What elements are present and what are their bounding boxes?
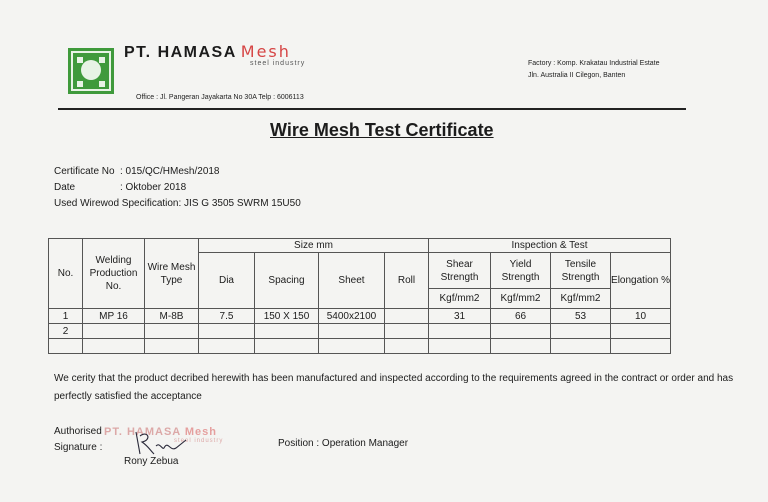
table-row — [49, 324, 671, 339]
cell-roll — [385, 324, 429, 339]
company-mesh-text: Mesh — [240, 42, 291, 61]
factory-line-2: Jln. Australia II Cilegon, Banten — [528, 72, 626, 79]
header-spacing: Spacing — [255, 253, 319, 309]
factory-address — [528, 58, 660, 82]
cell-shear — [429, 324, 491, 339]
cell-shear: 31 — [429, 309, 491, 324]
certificate-number-row — [54, 166, 220, 177]
unit-shear: Kgf/mm2 — [429, 289, 491, 309]
certificate-number-value: : 015/QC/HMesh/2018 — [120, 166, 220, 177]
page-title: Wire Mesh Test Certificate — [270, 120, 494, 140]
header-shear: Shear Strength — [429, 253, 491, 289]
office-address: Office : Jl. Pangeran Jayakarta No 30A Telp : 6006113 — [136, 94, 304, 101]
cell-elongation: 10 — [611, 309, 671, 324]
cell-tensile — [551, 324, 611, 339]
date-value: : Oktober 2018 — [120, 182, 187, 193]
cell-sheet: 5400x2100 — [319, 309, 385, 324]
cell-yield — [491, 324, 551, 339]
cell-tensile: 53 — [551, 309, 611, 324]
signature-label-line-1: Authorised — [54, 426, 102, 437]
factory-line-1: Factory : Komp. Krakatau Industrial Estate — [528, 60, 660, 67]
company-name-text: PT. HAMASA — [124, 44, 237, 61]
cell-no: 2 — [49, 324, 83, 339]
header-divider — [58, 108, 686, 110]
cell-wire: M-8B — [145, 309, 199, 324]
header-dia: Dia — [199, 253, 255, 309]
header-yield: Yield Strength — [491, 253, 551, 289]
company-subtitle: steel industry — [250, 60, 306, 67]
header-wire-type: Wire Mesh Type — [145, 239, 199, 309]
cell-roll — [385, 309, 429, 324]
signer-position: Position : Operation Manager — [278, 438, 409, 449]
cell-wire — [145, 339, 199, 354]
cell-roll — [385, 339, 429, 354]
signature-label-line-2: Signature : — [54, 442, 103, 453]
header-roll: Roll — [385, 253, 429, 309]
header-elongation: Elongation % — [611, 253, 671, 309]
certificate-number-label: Certificate No — [54, 166, 115, 177]
cell-dia — [199, 339, 255, 354]
cell-welding: MP 16 — [83, 309, 145, 324]
cell-sheet — [319, 339, 385, 354]
header-inspection: Inspection & Test — [429, 239, 671, 253]
cell-yield — [491, 339, 551, 354]
cell-shear — [429, 339, 491, 354]
unit-yield: Kgf/mm2 — [491, 289, 551, 309]
header-sheet: Sheet — [319, 253, 385, 309]
company-name — [124, 42, 291, 62]
header-no: No. — [49, 239, 83, 309]
cell-no — [49, 339, 83, 354]
certification-statement: We cerity that the product decribed herewith has been manufactured and inspected according to the requirements agreed in the contract or order and has perfectly satisfied the acceptance — [54, 373, 734, 402]
cell-welding — [83, 339, 145, 354]
date-row — [54, 182, 186, 193]
signer-name: Rony Zebua — [124, 456, 179, 467]
signature-label — [54, 424, 102, 456]
table-row — [49, 309, 671, 324]
specification: Used Wirewod Specification: JIS G 3505 SWRM 15U50 — [54, 198, 301, 209]
cell-spacing: 150 X 150 — [255, 309, 319, 324]
stamp-company-text: PT. HAMASA — [104, 426, 181, 438]
table-row — [49, 339, 671, 354]
cell-yield: 66 — [491, 309, 551, 324]
header-welding: Welding Production No. — [83, 239, 145, 309]
cell-wire — [145, 324, 199, 339]
cell-elongation — [611, 324, 671, 339]
stamp-sub-text: steel industry — [174, 438, 224, 444]
unit-tensile: Kgf/mm2 — [551, 289, 611, 309]
cell-dia: 7.5 — [199, 309, 255, 324]
cell-spacing — [255, 324, 319, 339]
cell-spacing — [255, 339, 319, 354]
cell-dia — [199, 324, 255, 339]
cell-elongation — [611, 339, 671, 354]
header-tensile: Tensile Strength — [551, 253, 611, 289]
company-logo-icon — [68, 48, 114, 94]
cell-tensile — [551, 339, 611, 354]
test-results-table — [48, 238, 671, 354]
header-size: Size mm — [199, 239, 429, 253]
cell-no: 1 — [49, 309, 83, 324]
stamp-mesh-text: Mesh — [184, 426, 218, 438]
date-label: Date — [54, 182, 76, 193]
cell-sheet — [319, 324, 385, 339]
cell-welding — [83, 324, 145, 339]
